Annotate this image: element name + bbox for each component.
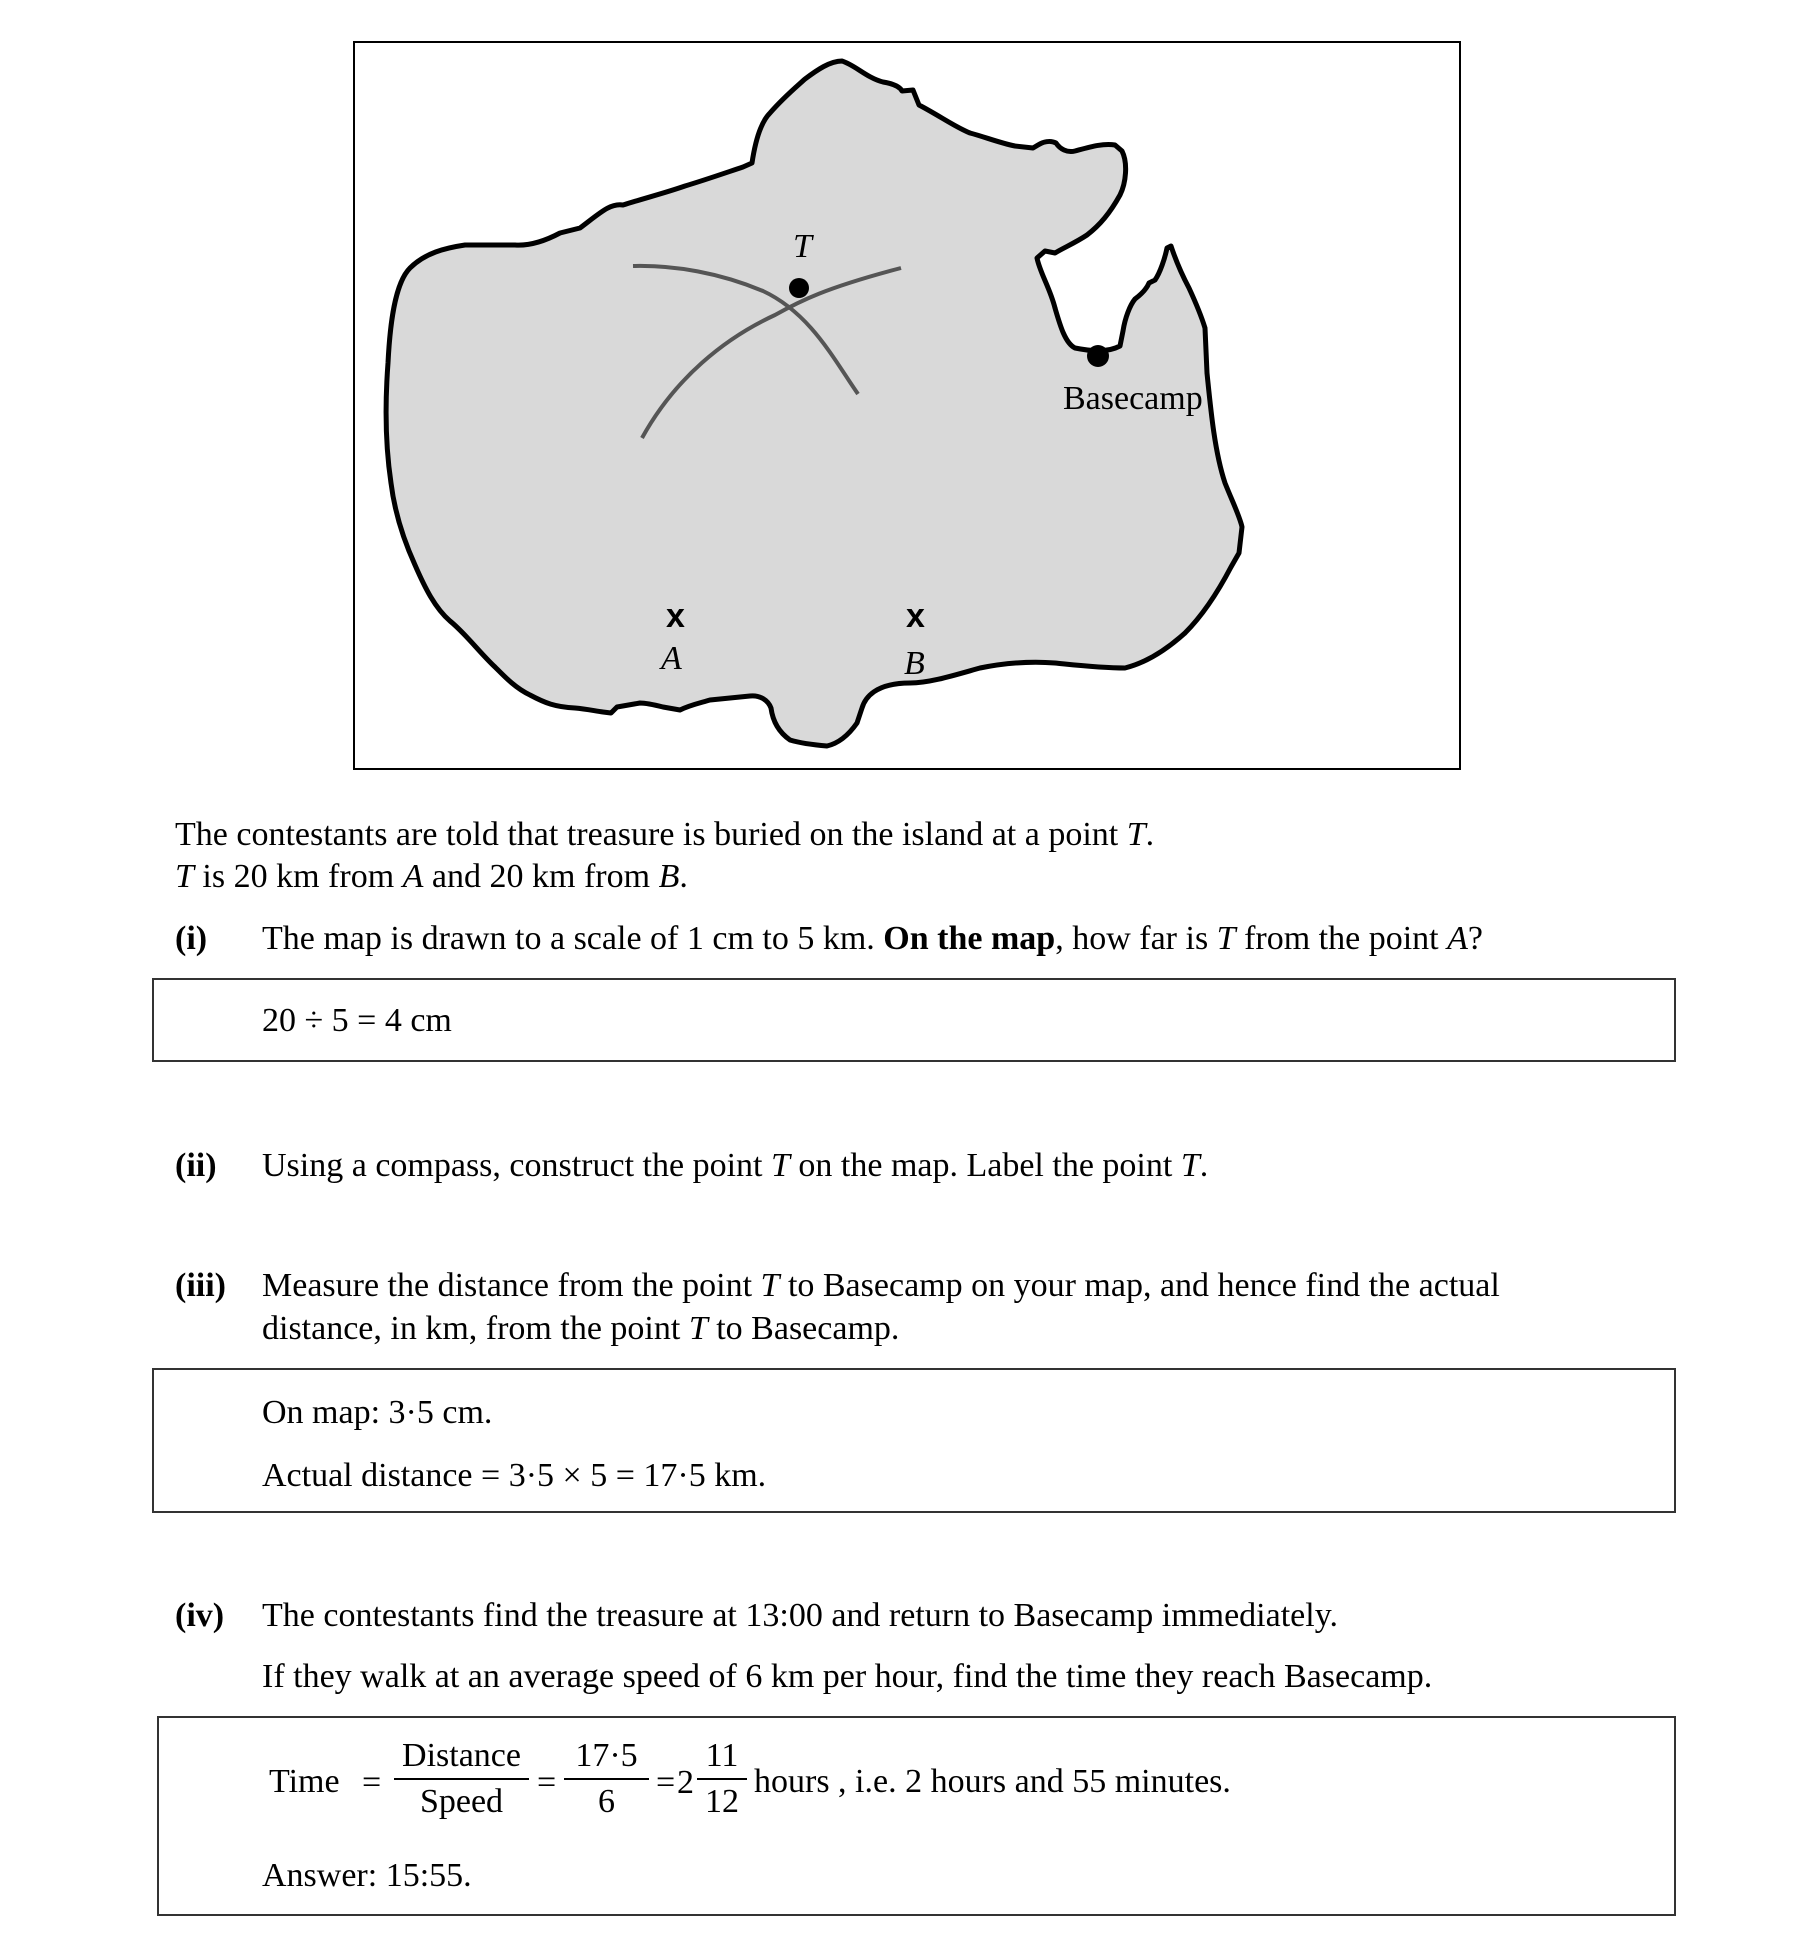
basecamp-label: Basecamp [1063, 380, 1203, 417]
basecamp-dot [1087, 345, 1109, 367]
q4-label: (iv) [175, 1597, 225, 1634]
q4-frac1-bar [394, 1778, 529, 1780]
point-a-label: A [661, 640, 682, 677]
q4-frac2-num: 17·5 [575, 1737, 638, 1774]
q3-text-line-1: Measure the distance from the point T to Basecamp on your map, and hence find the actual [262, 1267, 1500, 1304]
q3-answer-line-1: On map: 3·5 cm. [262, 1394, 493, 1431]
point-t-label: T [793, 228, 812, 265]
q4-time-word: Time [269, 1763, 340, 1800]
q4-tail-text: hours , i.e. 2 hours and 55 minutes. [754, 1763, 1231, 1800]
q4-frac3-den: 12 [705, 1783, 739, 1820]
q4-mixed-whole: 2 [677, 1764, 694, 1801]
q4-text-line-1: The contestants find the treasure at 13:00 and return to Basecamp immediately. [262, 1597, 1338, 1634]
q4-frac2-den: 6 [598, 1783, 615, 1820]
point-b-label: B [904, 645, 925, 682]
intro-line-2: T is 20 km from A and 20 km from B. [175, 858, 688, 895]
q3-label: (iii) [175, 1267, 226, 1304]
q4-equals-1: = [362, 1764, 382, 1801]
q4-frac2-bar [564, 1778, 649, 1780]
q4-frac3-bar [697, 1778, 747, 1780]
marker-a-cross: x [666, 597, 685, 635]
q3-text-line-2: distance, in km, from the point T to Basecamp. [262, 1310, 900, 1347]
q4-equals-2: = [537, 1764, 557, 1801]
q3-answer-line-2: Actual distance = 3·5 × 5 = 17·5 km. [262, 1457, 767, 1494]
point-t-dot [789, 278, 809, 298]
q4-frac1-den: Speed [419, 1783, 504, 1820]
q1-text: The map is drawn to a scale of 1 cm to 5 km. On the map, how far is T from the point A? [262, 920, 1483, 957]
q1-label: (i) [175, 920, 208, 957]
q4-final-answer: Answer: 15:55. [262, 1857, 472, 1894]
q1-answer: 20 ÷ 5 = 4 cm [262, 1002, 452, 1039]
island-map-figure [353, 41, 1461, 770]
island-map-svg [355, 43, 1459, 768]
q4-fraction-distance-speed [394, 1736, 529, 1822]
q4-answer-box [157, 1716, 1676, 1916]
q2-label: (ii) [175, 1147, 217, 1184]
intro-line-1: The contestants are told that treasure is buried on the island at a point T. [175, 816, 1155, 853]
q4-fraction-eleven-twelfths [697, 1736, 747, 1822]
q4-frac1-num: Distance [402, 1737, 521, 1774]
q4-fraction-value [564, 1736, 649, 1822]
q3-answer-box [152, 1368, 1676, 1513]
q4-frac3-num: 11 [705, 1737, 739, 1774]
marker-b-cross: x [906, 597, 925, 635]
q4-equals-3: = [656, 1764, 676, 1801]
q2-text: Using a compass, construct the point T on the map. Label the point T. [262, 1147, 1209, 1184]
q4-text-line-2: If they walk at an average speed of 6 km per hour, find the time they reach Basecamp. [262, 1658, 1433, 1695]
q1-answer-box [152, 978, 1676, 1062]
